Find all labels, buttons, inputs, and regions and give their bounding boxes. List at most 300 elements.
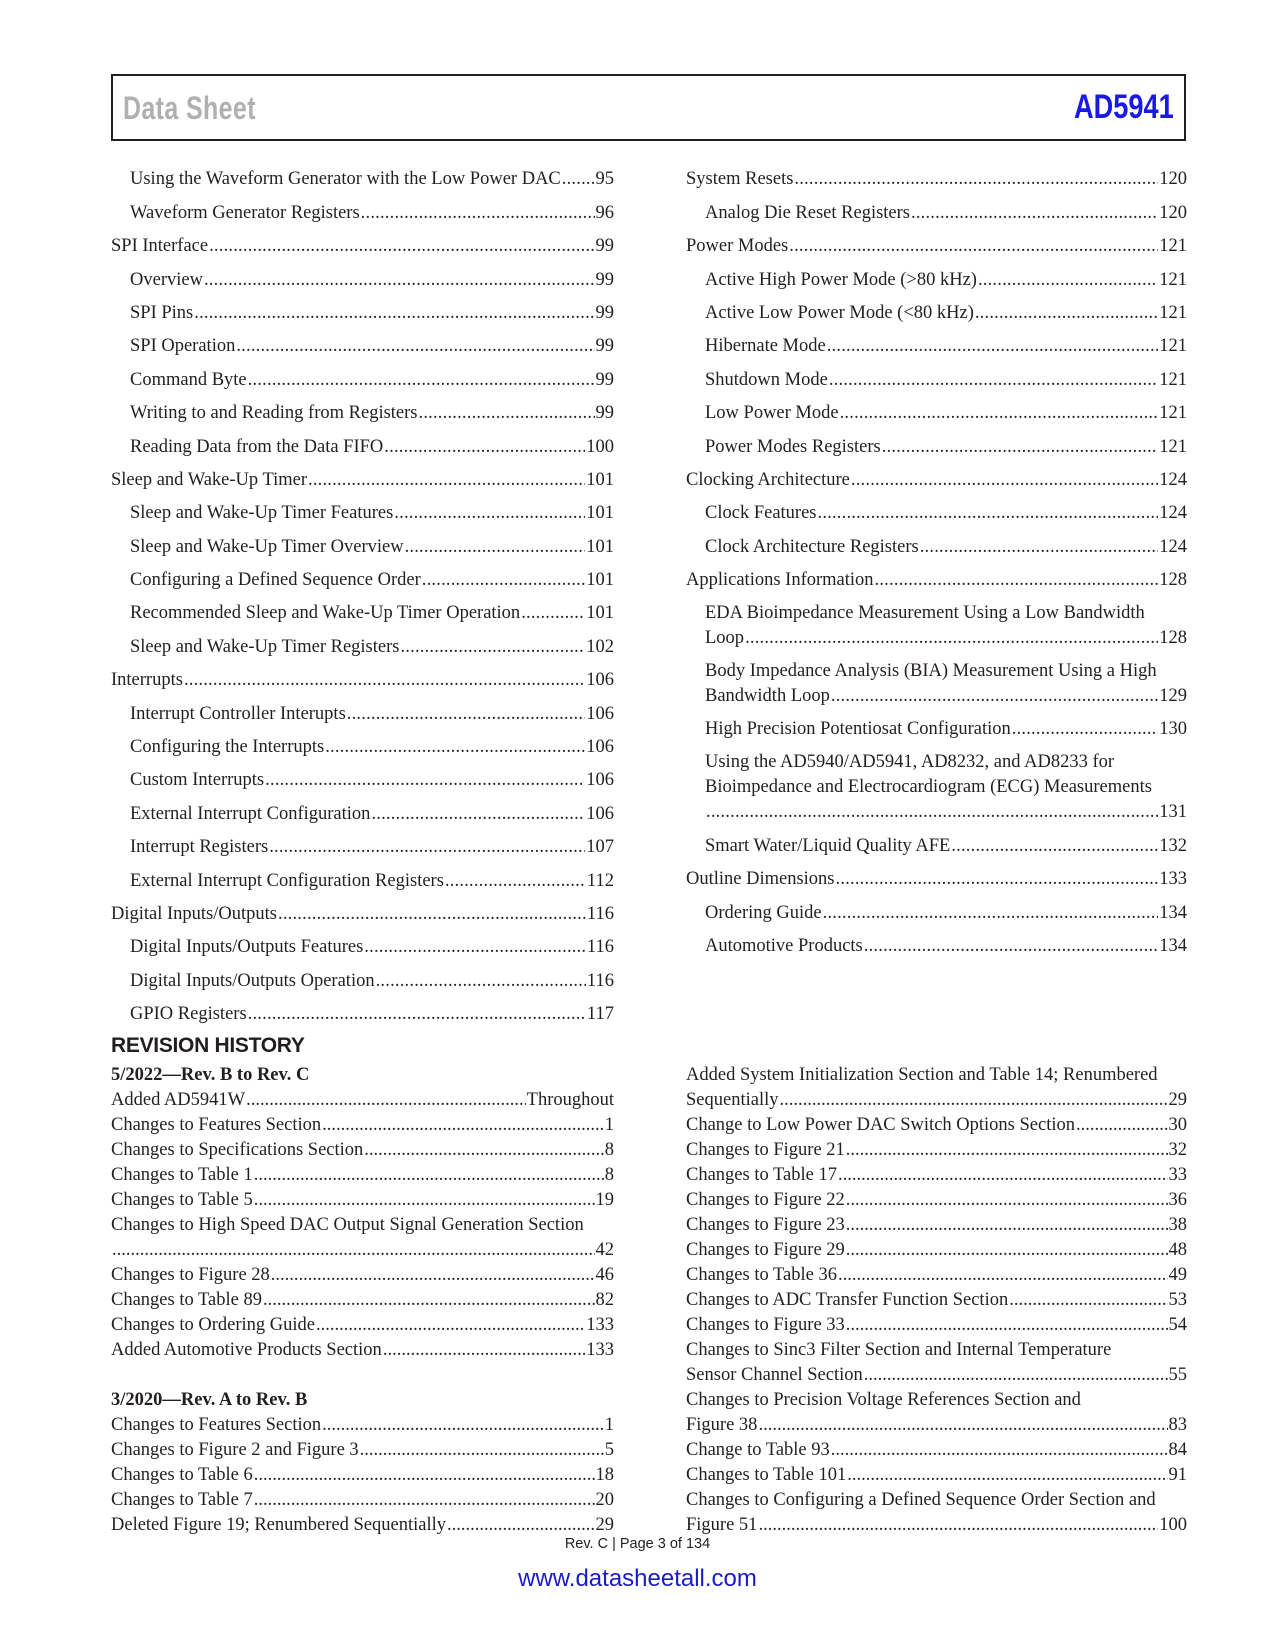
toc-page-number: 106 [586, 803, 614, 824]
toc-entry[interactable] [111, 994, 614, 1027]
toc-page-number: 99 [595, 269, 614, 290]
revision-item-title: Changes to Ordering Guide [111, 1315, 315, 1335]
toc-entry[interactable] [111, 426, 614, 459]
toc-page-number: 121 [1159, 236, 1187, 257]
dot-leader [248, 368, 595, 393]
toc-entry[interactable] [686, 426, 1187, 459]
toc-entry-title: Overview [130, 269, 203, 290]
revision-item-page: 100 [1159, 1515, 1187, 1535]
toc-entry[interactable] [111, 760, 614, 793]
toc-entry-title: Applications Information [686, 570, 874, 591]
dot-leader [204, 268, 595, 293]
toc-page-number: 117 [586, 1004, 614, 1025]
revision-item [686, 1463, 1187, 1488]
toc-entry[interactable] [686, 526, 1187, 559]
toc-page-number: 99 [595, 369, 614, 390]
revision-item [111, 1113, 614, 1138]
dot-leader [846, 1188, 1168, 1213]
dot-leader [745, 626, 1158, 651]
dot-leader [846, 1238, 1168, 1263]
dot-leader [846, 1213, 1168, 1238]
toc-entry[interactable] [111, 192, 614, 225]
toc-page-number: 121 [1159, 369, 1187, 390]
toc-entry-title: Waveform Generator Registers [130, 202, 360, 223]
revision-item-title: Changes to Figure 28 [111, 1265, 270, 1285]
revision-item-page: 29 [595, 1515, 614, 1535]
dot-leader [831, 684, 1158, 709]
toc-entry-title: Ordering Guide [705, 902, 822, 923]
revision-item [111, 1238, 614, 1263]
dot-leader [818, 501, 1159, 526]
revision-item-title: Changes to Figure 33 [686, 1315, 845, 1335]
toc-entry[interactable] [111, 226, 614, 259]
dot-leader [1012, 717, 1159, 742]
revision-item-page: 1 [604, 1415, 614, 1435]
page-footer: Rev. C | Page 3 of 134 [564, 1536, 711, 1552]
toc-entry[interactable] [686, 326, 1187, 359]
dot-leader [827, 334, 1159, 359]
dot-leader [562, 167, 595, 192]
toc-entry-title: Sleep and Wake-Up Timer Overview [130, 536, 404, 557]
toc-entry[interactable] [111, 593, 614, 626]
dot-leader [447, 1513, 595, 1538]
revision-item [686, 1263, 1187, 1288]
revision-item-page: 5 [604, 1440, 614, 1460]
toc-entry-title: High Precision Potentiosat Configuration [705, 719, 1011, 740]
revision-item-page: 8 [604, 1165, 614, 1185]
toc-page-number: 124 [1159, 503, 1187, 524]
dot-leader [864, 934, 1158, 959]
toc-page-number: 99 [595, 236, 614, 257]
dot-leader [758, 1413, 1167, 1438]
dot-leader [361, 201, 595, 226]
toc-entry-title: Digital Inputs/Outputs Operation [130, 970, 375, 991]
dot-leader [846, 1138, 1168, 1163]
dot-leader [112, 1238, 595, 1263]
toc-entry-title: SPI Pins [130, 302, 194, 323]
revision-item-page: 36 [1168, 1190, 1187, 1210]
revision-item-title: Sequentially [686, 1090, 779, 1110]
dot-leader [789, 234, 1158, 259]
dot-leader [371, 802, 585, 827]
dot-leader [325, 735, 585, 760]
toc-entry-title: Automotive Products [705, 936, 863, 957]
toc-page-number: 121 [1159, 302, 1187, 323]
toc-page-number: 128 [1159, 628, 1187, 649]
dot-leader [364, 935, 586, 960]
toc-entry[interactable] [686, 593, 1187, 651]
toc-entry[interactable] [111, 359, 614, 392]
revision-item-page: 42 [595, 1240, 614, 1260]
toc-page-number: 106 [586, 737, 614, 758]
toc-entry-title: SPI Interface [111, 236, 209, 257]
revision-item-title: Change to Low Power DAC Switch Options Section [686, 1115, 1075, 1135]
toc-page-number: 99 [595, 336, 614, 357]
toc-page-number: 101 [586, 570, 614, 591]
toc-page-number: 99 [595, 403, 614, 424]
revision-item [686, 1088, 1187, 1113]
revision-label-rev-c: 5/2022—Rev. B to Rev. C [111, 1065, 310, 1085]
revision-item [686, 1413, 1187, 1438]
revision-item-title: Changes to Table 1 [111, 1165, 253, 1185]
revision-item-title: Figure 51 [686, 1515, 758, 1535]
footer-page-number: Page 3 of 134 [619, 1536, 711, 1552]
dot-leader [882, 435, 1159, 460]
toc-page-number: 116 [586, 970, 614, 991]
toc-entry-title: Outline Dimensions [686, 869, 835, 890]
toc-entry[interactable] [111, 860, 614, 893]
revision-item [686, 1238, 1187, 1263]
toc-entry-title: Interrupt Registers [130, 837, 269, 858]
dot-leader [851, 468, 1158, 493]
revision-item [111, 1313, 614, 1338]
toc-entry[interactable] [111, 960, 614, 993]
dot-leader [384, 435, 585, 460]
toc-entry-title: Power Modes Registers [705, 436, 881, 457]
toc-entry-title: Analog Die Reset Registers [705, 202, 910, 223]
dot-leader [1009, 1288, 1167, 1313]
toc-entry-title: Configuring the Interrupts [130, 737, 325, 758]
revision-item-line: Changes to High Speed DAC Output Signal Generation Section [111, 1215, 584, 1235]
toc-entry-title: Shutdown Mode [705, 369, 828, 390]
revision-item-title: Added Automotive Products Section [111, 1340, 382, 1360]
revision-item-page: 91 [1168, 1465, 1187, 1485]
toc-entry[interactable] [111, 827, 614, 860]
dot-leader [316, 1313, 585, 1338]
revision-item-page: Throughout [526, 1090, 614, 1110]
dot-leader [254, 1188, 595, 1213]
dot-leader [951, 834, 1158, 859]
toc-entry[interactable] [686, 892, 1187, 925]
revision-item [111, 1088, 614, 1113]
dot-leader [779, 1088, 1167, 1113]
toc-entry-title: Interrupts [111, 670, 183, 691]
toc-page-number: 134 [1159, 936, 1187, 957]
toc-page-number: 107 [586, 837, 614, 858]
toc-entry-title: Configuring a Defined Sequence Order [130, 570, 421, 591]
toc-entry[interactable] [686, 742, 1187, 825]
dot-leader [422, 568, 585, 593]
toc-entry-title: Low Power Mode [705, 403, 839, 424]
toc-entry[interactable] [111, 727, 614, 760]
revision-item-page: 18 [595, 1465, 614, 1485]
revision-item-title: Figure 38 [686, 1415, 758, 1435]
dot-leader [400, 635, 585, 660]
toc-entry[interactable] [686, 259, 1187, 292]
revision-item-page: 82 [595, 1290, 614, 1310]
toc-leader-line [705, 800, 1187, 825]
revision-item [111, 1438, 614, 1463]
toc-entry-title: Clocking Architecture [686, 469, 850, 490]
dot-leader [248, 1002, 586, 1027]
revision-item-page: 32 [1168, 1140, 1187, 1160]
dot-leader [308, 468, 585, 493]
toc-page-number: 129 [1159, 686, 1187, 707]
dot-leader [847, 1463, 1167, 1488]
toc-entry[interactable] [686, 192, 1187, 225]
dot-leader [254, 1163, 604, 1188]
toc-entry-title: Sleep and Wake-Up Timer Features [130, 503, 394, 524]
revision-item-title: Changes to Figure 29 [686, 1240, 845, 1260]
toc-entry[interactable] [686, 926, 1187, 959]
toc-entry[interactable] [111, 693, 614, 726]
toc-entry[interactable] [686, 493, 1187, 526]
revision-item-page: 29 [1168, 1090, 1187, 1110]
revision-item [111, 1288, 614, 1313]
revision-item [686, 1213, 1187, 1238]
toc-page-number: 121 [1159, 336, 1187, 357]
toc-page-number: 106 [586, 770, 614, 791]
revision-item [686, 1288, 1187, 1313]
dot-leader [394, 501, 585, 526]
dot-leader [254, 1488, 595, 1513]
toc-entry-title: Interrupt Controller Interupts [130, 703, 346, 724]
dot-leader [975, 301, 1158, 326]
toc-entry-title: External Interrupt Configuration [130, 803, 371, 824]
dot-leader [364, 1138, 603, 1163]
toc-page-number: 121 [1159, 436, 1187, 457]
dot-leader [978, 268, 1158, 293]
revision-item-page: 83 [1168, 1415, 1187, 1435]
toc-entry[interactable] [111, 259, 614, 292]
toc-entry[interactable] [111, 927, 614, 960]
dot-leader [322, 1113, 604, 1138]
revision-item-title: Changes to Table 101 [686, 1465, 847, 1485]
dot-leader [823, 901, 1159, 926]
revision-item [686, 1513, 1187, 1538]
revision-item [686, 1113, 1187, 1138]
dot-leader [1076, 1113, 1168, 1138]
toc-page-number: 101 [586, 469, 614, 490]
toc-page-number: 120 [1159, 169, 1187, 190]
toc-entry-title: Digital Inputs/Outputs [111, 903, 277, 924]
dot-leader [911, 201, 1158, 226]
dot-leader [829, 368, 1158, 393]
revision-item-title: Changes to Figure 2 and Figure 3 [111, 1440, 359, 1460]
toc-page-number: 124 [1159, 469, 1187, 490]
dot-leader [838, 1163, 1168, 1188]
revision-item [111, 1513, 614, 1538]
revision-item [111, 1463, 614, 1488]
toc-page-number: 102 [586, 636, 614, 657]
revision-item-title: Changes to Table 17 [686, 1165, 837, 1185]
revision-item [686, 1438, 1187, 1463]
toc-entry[interactable] [686, 159, 1187, 192]
toc-entry[interactable] [111, 460, 614, 493]
revision-item [686, 1188, 1187, 1213]
toc-page-number: 95 [595, 169, 614, 190]
revision-item-title: Changes to Table 89 [111, 1290, 262, 1310]
toc-entry-title-line: EDA Bioimpedance Measurement Using a Low Bandwidth [705, 603, 1145, 624]
toc-entry[interactable] [686, 859, 1187, 892]
revision-item-page: 54 [1168, 1315, 1187, 1335]
toc-entry-title: GPIO Registers [130, 1004, 247, 1025]
toc-entry-title: Sleep and Wake-Up Timer [111, 469, 307, 490]
toc-entry[interactable] [111, 393, 614, 426]
toc-page-number: 128 [1159, 570, 1187, 591]
toc-page-number: 101 [586, 603, 614, 624]
footer-revision: Rev. C [564, 1536, 609, 1552]
page-header [111, 74, 1186, 141]
toc-entry-title: Power Modes [686, 236, 789, 257]
revision-label-rev-b: 3/2020—Rev. A to Rev. B [111, 1390, 308, 1410]
revision-item-title: Changes to Figure 23 [686, 1215, 845, 1235]
dot-leader [445, 869, 586, 894]
dot-leader [419, 401, 595, 426]
toc-entry[interactable] [111, 626, 614, 659]
dot-leader [838, 1263, 1168, 1288]
toc-page-number: 134 [1159, 902, 1187, 923]
dot-leader [278, 902, 586, 927]
revision-item-title: Changes to Figure 21 [686, 1140, 845, 1160]
revision-left-column [111, 1063, 614, 1538]
toc-entry[interactable] [111, 894, 614, 927]
document-type-label: Data Sheet [123, 90, 256, 126]
revision-item-page: 8 [604, 1140, 614, 1160]
toc-entry[interactable] [686, 293, 1187, 326]
toc-entry-title-line: Bioimpedance and Electrocardiogram (ECG) Measurements [705, 777, 1152, 798]
toc-entry-title: System Resets [686, 169, 794, 190]
toc-entry[interactable] [111, 293, 614, 326]
toc-entry-title: Writing to and Reading from Registers [130, 403, 418, 424]
toc-page-number: 133 [1159, 869, 1187, 890]
watermark-link[interactable]: www.datasheetall.com [518, 1565, 757, 1592]
toc-page-number: 121 [1159, 269, 1187, 290]
revision-item-page: 46 [595, 1265, 614, 1285]
toc-entry[interactable] [111, 793, 614, 826]
revision-item-title: Change to Table 93 [686, 1440, 830, 1460]
dot-leader [322, 1413, 604, 1438]
revision-item-title: Sensor Channel Section [686, 1365, 863, 1385]
toc-entry[interactable] [111, 560, 614, 593]
toc-page-number: 131 [1159, 802, 1187, 823]
toc-page-number: 99 [595, 302, 614, 323]
revision-item-page: 20 [595, 1490, 614, 1510]
toc-entry-title: Reading Data from the Data FIFO [130, 436, 384, 457]
dot-leader [846, 1313, 1168, 1338]
revision-item-title: Changes to Features Section [111, 1415, 322, 1435]
toc-entry-title: Bandwidth Loop [705, 686, 830, 707]
dot-leader [383, 1338, 585, 1363]
revision-item-title: Changes to Table 36 [686, 1265, 837, 1285]
toc-entry[interactable] [686, 651, 1187, 709]
toc-entry[interactable] [686, 709, 1187, 742]
toc-entry-title: Command Byte [130, 369, 247, 390]
dot-leader [794, 167, 1158, 192]
toc-page-number: 132 [1159, 835, 1187, 856]
toc-entry-title: SPI Operation [130, 336, 236, 357]
toc-entry-title: External Interrupt Configuration Registers [130, 870, 444, 891]
revision-item-title: Changes to ADC Transfer Function Section [686, 1290, 1009, 1310]
revision-item-page: 49 [1168, 1265, 1187, 1285]
toc-page-number: 124 [1159, 536, 1187, 557]
revision-item-page: 33 [1168, 1165, 1187, 1185]
revision-item-title: Added AD5941W [111, 1090, 246, 1110]
toc-page-number: 116 [586, 903, 614, 924]
revision-item [111, 1413, 614, 1438]
toc-entry-title: Custom Interrupts [130, 770, 265, 791]
toc-page-number: 100 [586, 436, 614, 457]
toc-page-number: 120 [1159, 202, 1187, 223]
revision-item [111, 1163, 614, 1188]
revision-item-page: 133 [586, 1340, 614, 1360]
revision-item-page: 133 [586, 1315, 614, 1335]
toc-entry-title: Loop [705, 628, 745, 649]
toc-entry[interactable] [686, 825, 1187, 858]
dot-leader [271, 1263, 595, 1288]
toc-entry[interactable] [686, 560, 1187, 593]
toc-page-number: 116 [586, 937, 614, 958]
revision-item-page: 30 [1168, 1115, 1187, 1135]
toc-page-number: 101 [586, 503, 614, 524]
dot-leader [521, 601, 585, 626]
revision-item-line: Changes to Precision Voltage References Section and [686, 1390, 1081, 1410]
toc-entry-title: Clock Features [705, 503, 817, 524]
revision-item [111, 1188, 614, 1213]
dot-leader [269, 835, 585, 860]
revision-item-line: Changes to Configuring a Defined Sequence Order Section and [686, 1490, 1156, 1510]
toc-entry[interactable] [686, 393, 1187, 426]
toc-page-number: 112 [586, 870, 614, 891]
revision-history-heading: REVISION HISTORY [111, 1034, 305, 1057]
revision-item-title: Changes to Table 6 [111, 1465, 253, 1485]
toc-entry-title: Using the Waveform Generator with the Low Power DAC [130, 169, 561, 190]
toc-entry-title: Smart Water/Liquid Quality AFE [705, 835, 951, 856]
revision-item-title: Changes to Figure 22 [686, 1190, 845, 1210]
dot-leader [360, 1438, 604, 1463]
toc-entry[interactable] [686, 226, 1187, 259]
toc-entry[interactable] [111, 660, 614, 693]
revision-item-page: 53 [1168, 1290, 1187, 1310]
dot-leader [840, 401, 1159, 426]
part-number: AD5941 [1074, 88, 1174, 126]
dot-leader [246, 1088, 526, 1113]
dot-leader [184, 668, 585, 693]
toc-right-column [686, 159, 1187, 959]
toc-entry[interactable] [111, 159, 614, 192]
toc-entry-title-line: Using the AD5940/AD5941, AD8232, and AD8233 for [705, 752, 1115, 773]
revision-item-page: 48 [1168, 1240, 1187, 1260]
dot-leader [920, 535, 1159, 560]
toc-entry[interactable] [111, 326, 614, 359]
toc-entry[interactable] [111, 493, 614, 526]
toc-page-number: 96 [595, 202, 614, 223]
toc-entry-line [705, 626, 1187, 651]
revision-item [111, 1138, 614, 1163]
revision-item [111, 1263, 614, 1288]
dot-leader [254, 1463, 595, 1488]
toc-left-column [111, 159, 614, 1027]
revision-item-page: 19 [595, 1190, 614, 1210]
toc-entry-title: Active Low Power Mode (<80 kHz) [705, 302, 974, 323]
dot-leader [875, 568, 1159, 593]
dot-leader [831, 1438, 1168, 1463]
revision-item-title: Changes to Features Section [111, 1115, 322, 1135]
revision-item-title: Changes to Specifications Section [111, 1140, 364, 1160]
dot-leader [194, 301, 594, 326]
dot-leader [209, 234, 594, 259]
revision-item [686, 1163, 1187, 1188]
toc-entry[interactable] [111, 526, 614, 559]
toc-page-number: 101 [586, 536, 614, 557]
toc-entry[interactable] [686, 359, 1187, 392]
revision-item-line: Added System Initialization Section and Table 14; Renumbered [686, 1065, 1158, 1085]
toc-entry-title: Recommended Sleep and Wake-Up Timer Operation [130, 603, 521, 624]
toc-entry-title: Sleep and Wake-Up Timer Registers [130, 636, 400, 657]
dot-leader [265, 768, 585, 793]
toc-entry-title: Digital Inputs/Outputs Features [130, 937, 364, 958]
toc-entry[interactable] [686, 460, 1187, 493]
